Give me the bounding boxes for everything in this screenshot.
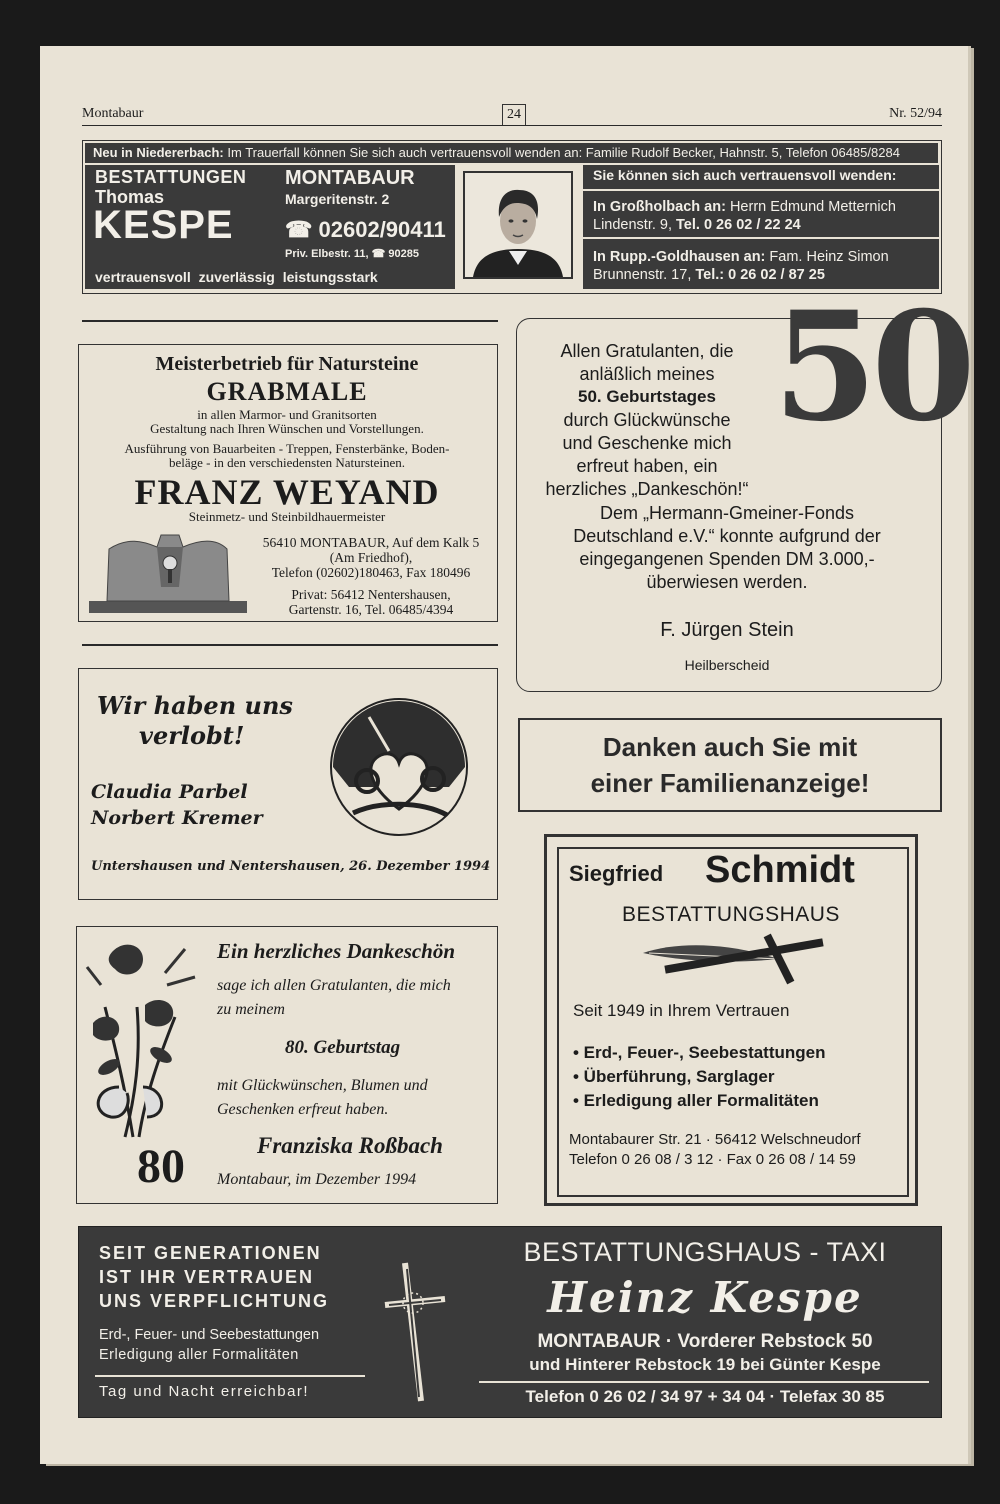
banner-text: Im Trauerfall können Sie sich auch vertrauensvoll wenden an: Familie Rudolf Becker, Hahnstr. 5, Telefon 06485/8284	[223, 145, 900, 160]
header-location: Montabaur	[82, 106, 144, 121]
private-phone: Priv. Elbestr. 11, ☎ 90285	[285, 248, 419, 260]
weyand-subtitle: Steinmetz- und Steinbildhauermeister	[188, 509, 386, 524]
contact2-phone: Tel.: 0 26 02 / 87 25	[695, 267, 825, 283]
weyand-line6: beläge - in den verschiedensten Natursteinen.	[168, 455, 406, 470]
weyand-line1: Meisterbetrieb für Natursteine	[155, 353, 419, 375]
engagement-place-date: Untershausen und Nentershausen, 26. Dezember 1994	[91, 859, 491, 874]
slogan: vertrauensvoll zuverlässig leistungsstark	[95, 269, 378, 285]
heinz-phone: Telefon 0 26 02 / 34 97 + 34 04 · Telefax 30 85	[525, 1387, 885, 1406]
engagement-name2: Norbert Kremer	[91, 807, 263, 829]
birthday-50-ad	[516, 279, 970, 692]
schmidt-since: Seit 1949 in Ihrem Vertrauen	[573, 1001, 790, 1020]
banner-bold: Neu in Niedererbach:	[93, 145, 224, 160]
issue-number: Nr. 52/94	[889, 106, 942, 121]
weyand-name: FRANZ WEYAND	[134, 472, 440, 512]
b50-line3: 50. Geburtstages	[578, 387, 716, 406]
familie-line2: einer Familienanzeige!	[590, 768, 870, 798]
schmidt-address: Montabaurer Str. 21 · 56412 Welschneudorf	[569, 1131, 861, 1148]
engagement-ad	[78, 668, 498, 900]
b50-line8: Dem „Hermann-Gmeiner-Fonds	[599, 503, 855, 523]
weyand-address1: 56410 MONTABAUR, Auf dem Kalk 5	[262, 535, 480, 550]
cross-emblem	[375, 1251, 455, 1411]
heinz-slogan1: SEIT GENERATIONEN	[99, 1243, 322, 1263]
weyand-phone: Telefon (02602)180463, Fax 180496	[271, 565, 471, 580]
b50-line2: anläßlich meines	[579, 364, 715, 384]
b50-line6: erfreut haben, ein	[576, 456, 718, 476]
contact2-name: Fam. Heinz Simon	[765, 249, 889, 265]
weyand-line4: Gestaltung nach Ihren Wünschen und Vorstellungen.	[150, 421, 424, 436]
b80-line3: 80. Geburtstag	[285, 1037, 401, 1058]
b50-line9: Deutschland e.V.“ konnte aufgrund der	[573, 526, 881, 546]
schmidt-subtitle: BESTATTUNGSHAUS	[622, 903, 840, 926]
contact-grossholbach-address	[593, 217, 801, 233]
schmidt-phone: Telefon 0 26 08 / 3 12 · Fax 0 26 08 / 14 59	[569, 1151, 856, 1168]
heinz-name: Heinz Kespe	[547, 1273, 863, 1322]
b50-place: Heilberscheid	[684, 657, 770, 673]
b80-number: 80	[137, 1140, 185, 1193]
b80-name: Franziska Roßbach	[257, 1133, 443, 1158]
b80-line2: zu meinem	[217, 1001, 285, 1018]
kespe-logo-text: KESPE	[93, 203, 234, 247]
weyand-ad	[78, 344, 498, 622]
b50-line10: eingegangenen Spenden DM 3.000,-	[579, 549, 875, 569]
contact1-street: Lindenstr. 9,	[593, 217, 677, 233]
b50-name: F. Jürgen Stein	[660, 619, 794, 641]
page-number: 24	[502, 104, 526, 126]
portrait-photo	[463, 171, 573, 279]
heinz-address2: und Hinterer Rebstock 19 bei Günter Kespe	[529, 1355, 881, 1374]
portrait-image	[465, 173, 571, 277]
weyand-private: Privat: 56412 Nentershausen,	[291, 587, 451, 602]
birthday-80-ad	[76, 926, 498, 1204]
b80-line4: mit Glückwünschen, Blumen und	[217, 1077, 428, 1094]
weyand-address2: (Am Friedhof),	[329, 550, 413, 565]
contact1-phone: Tel. 0 26 02 / 22 24	[676, 217, 801, 233]
contact2-place: In Rupp.-Goldhausen an:	[593, 249, 766, 265]
heinz-services1: Erd-, Feuer- und Seebestattungen	[99, 1327, 320, 1343]
heinz-services2: Erledigung aller Formalitäten	[99, 1347, 299, 1363]
engagement-line1: Wir haben uns	[97, 691, 293, 720]
contact1-name: Herrn Edmund Metternich	[725, 199, 896, 215]
palm-cross-emblem	[639, 933, 829, 983]
firstname-label: Thomas	[95, 187, 165, 207]
phone-number: ☎ 02602/90411	[285, 217, 446, 242]
b50-line7: herzliches „Dankeschön!“	[545, 479, 749, 499]
gravestone-illustration	[87, 527, 251, 615]
b80-place: Montabaur, im Dezember 1994	[217, 1171, 417, 1188]
big-50: 50	[773, 279, 970, 455]
weyand-private-address: Gartenstr. 16, Tel. 06485/4394	[288, 602, 454, 617]
contact-rupp	[593, 249, 889, 265]
weyand-line5: Ausführung von Bauarbeiten - Treppen, Fensterbänke, Boden-	[124, 441, 450, 456]
familie-line1: Danken auch Sie mit	[602, 732, 858, 762]
schmidt-bullet3: • Erledigung aller Formalitäten	[573, 1091, 819, 1110]
weyand-grabmale: GRABMALE	[206, 377, 368, 406]
kespe-top-ad	[82, 140, 942, 294]
b80-line5: Geschenken erfreut haben.	[217, 1101, 389, 1118]
niedererbach-banner	[85, 143, 938, 163]
engagement-line2: verlobt!	[139, 721, 245, 750]
schmidt-lastname: Schmidt	[705, 849, 855, 891]
city-label: MONTABAUR	[285, 167, 415, 189]
bestattungen-label: BESTATTUNGEN	[95, 167, 247, 187]
b80-line1: sage ich allen Gratulanten, die mich	[217, 977, 451, 994]
heinz-available: Tag und Nacht erreichbar!	[99, 1383, 310, 1400]
heinz-title: BESTATTUNGSHAUS - TAXI	[523, 1237, 887, 1267]
kespe-contacts	[583, 165, 939, 289]
schmidt-ad	[544, 834, 918, 1206]
b50-line11: überwiesen werden.	[646, 572, 808, 592]
contacts-title: Sie können sich auch vertrauensvoll wenden:	[593, 167, 897, 183]
weyand-line3: in allen Marmor- und Granitsorten	[197, 407, 377, 422]
flower-bouquet-illustration	[85, 937, 205, 1157]
contact2-street: Brunnenstr. 17,	[593, 267, 696, 283]
schmidt-bullet2: • Überführung, Sarglager	[573, 1067, 775, 1086]
engagement-name1: Claudia Parbel	[91, 781, 248, 803]
b50-line1: Allen Gratulanten, die	[560, 341, 734, 361]
b80-title: Ein herzliches Dankeschön	[217, 939, 456, 963]
heinz-address1: MONTABAUR · Vorderer Rebstock 50	[537, 1331, 873, 1352]
kespe-left-block	[85, 165, 455, 289]
newspaper-page	[40, 46, 968, 1464]
b50-line5: und Geschenke mich	[562, 433, 732, 453]
schmidt-bullet1: • Erd-, Feuer-, Seebestattungen	[573, 1043, 826, 1062]
schmidt-firstname: Siegfried	[569, 861, 664, 886]
heinz-slogan3: UNS VERPFLICHTUNG	[99, 1291, 330, 1311]
contact-grossholbach	[593, 199, 896, 215]
heinz-slogan2: IST IHR VERTRAUEN	[99, 1267, 315, 1287]
street-label: Margeritenstr. 2	[285, 191, 390, 207]
familienanzeige-ad	[518, 718, 942, 812]
contact1-place: In Großholbach an:	[593, 199, 726, 215]
rings-heart-emblem	[329, 697, 469, 837]
heinz-kespe-ad	[78, 1226, 942, 1418]
b50-line4: durch Glückwünsche	[563, 410, 731, 430]
